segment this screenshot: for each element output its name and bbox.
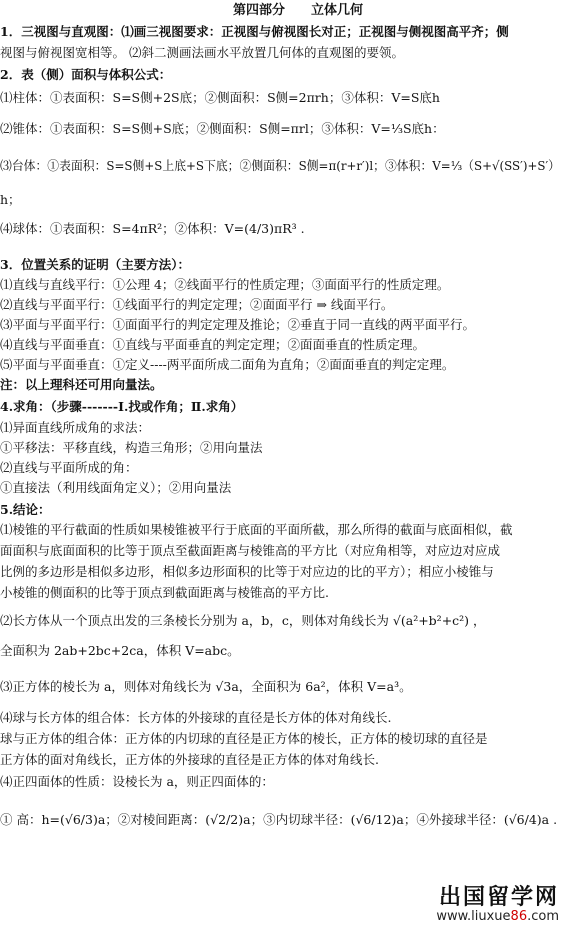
formula-frustum: ⑶台体：①表面积：S=S侧+S上底+S下底；②侧面积：S侧=π(r+r′)l；③体积：V=⅓（S+√(SS′)+S′）: [0, 158, 560, 173]
watermark-url: www.liuxue86.com: [436, 909, 559, 924]
conclusion-4-line-2: 球与正方体的组合体：正方体的内切球的直径是正方体的棱长，正方体的棱切球的直径是: [0, 731, 488, 746]
conclusion-2-line-1: ⑵长方体从一个顶点出发的三条棱长分别为 a，b，c，则体对角线长为 √(a²+b²+c²) ，: [0, 613, 486, 628]
conclusion-1-line-3: 比例的多边形是相似多边形，相似多边形面积的比等于对应边的比的平方）；相应小棱锥与: [0, 564, 494, 579]
conclusion-5-heading: ⑷正四面体的性质：设棱长为 a，则正四面体的：: [0, 774, 274, 789]
site-watermark-logo: [436, 880, 559, 924]
angle-line-1: ⑴异面直线所成角的求法：: [0, 420, 151, 435]
section-3-heading: 3．位置关系的证明（主要方法）：: [0, 257, 190, 272]
tetrahedron-formulas: ① 高：h=(√6/3)a；②对棱间距离：(√2/2)a；③内切球半径：(√6/12)a；④外接球半径：(√6/4)a .: [0, 812, 558, 827]
conclusion-2-line-2: 全面积为 2ab+2bc+2ca，体积 V=abc。: [0, 643, 240, 658]
angle-line-4: ①直接法（利用线面角定义）；②用向量法: [0, 480, 232, 495]
proof-line-4: ⑷直线与平面垂直：①直线与平面垂直的判定定理；②面面垂直的性质定理。: [0, 337, 426, 352]
section-2-heading: 2．表（侧）面积与体积公式：: [0, 67, 172, 82]
conclusion-3: ⑶正方体的棱长为 a，则体对角线长为 √3a，全面积为 6a²，体积 V=a³。: [0, 679, 412, 694]
conclusion-4-line-1: ⑷球与长方体的组合体：长方体的外接球的直径是长方体的体对角线长.: [0, 710, 392, 725]
note-line: 注：以上理科还可用向量法。: [0, 377, 163, 392]
formula-frustum-cont: h；: [0, 192, 21, 207]
page-title: 第四部分 立体几何: [233, 3, 364, 18]
proof-line-1: ⑴直线与直线平行：①公理 4；②线面平行的性质定理；③面面平行的性质定理。: [0, 277, 450, 292]
proof-line-2: ⑵直线与平面平行：①线面平行的判定定理；②面面平行 ⇒ 线面平行。: [0, 297, 394, 312]
conclusion-1-line-2: 面面积与底面面积的比等于顶点至截面距离与棱锥高的平方比（对应角相等，对应边对应成: [0, 543, 501, 558]
section-1-line-2: 视图与俯视图宽相等。 ⑵斜二测画法画水平放置几何体的直观图的要领。: [0, 45, 404, 60]
conclusion-4-line-3: 正方体的面对角线长，正方体的外接球的直径是正方体的体对角线长.: [0, 752, 379, 767]
formula-pyramid: ⑵锥体：①表面积：S=S侧+S底；②侧面积：S侧=πrl；③体积：V=⅓S底h：: [0, 121, 445, 136]
formula-prism: ⑴柱体：①表面积：S=S侧+2S底；②侧面积：S侧=2πrh；③体积：V=S底h: [0, 90, 440, 105]
watermark-site-name: 出国留学网: [438, 885, 559, 910]
section-1-line-1: 1．三视图与直观图：⑴画三视图要求：正视图与俯视图长对正；正视图与侧视图高平齐；侧: [0, 24, 509, 39]
conclusion-1-line-4: 小棱锥的侧面积的比等于顶点到截面距离与棱锥高的平方比.: [0, 585, 329, 600]
conclusion-1-line-1: ⑴棱锥的平行截面的性质如果棱锥被平行于底面的平面所截，那么所得的截面与底面相似，截: [0, 522, 513, 537]
proof-line-3: ⑶平面与平面平行：①面面平行的判定定理及推论；②垂直于同一直线的两平面平行。: [0, 317, 476, 332]
formula-sphere: ⑷球体：①表面积：S=4πR²；②体积：V=(4/3)πR³ .: [0, 221, 305, 236]
angle-line-3: ⑵直线与平面所成的角：: [0, 460, 138, 475]
proof-line-5: ⑸平面与平面垂直：①定义----两平面所成二面角为直角；②面面垂直的判定定理。: [0, 357, 455, 372]
angle-line-2: ①平移法：平移直线，构造三角形；②用向量法: [0, 440, 263, 455]
section-5-heading: 5.结论：: [0, 502, 51, 517]
section-4-heading: 4.求角：（步骤-------Ⅰ.找或作角；Ⅱ.求角）: [0, 399, 244, 414]
